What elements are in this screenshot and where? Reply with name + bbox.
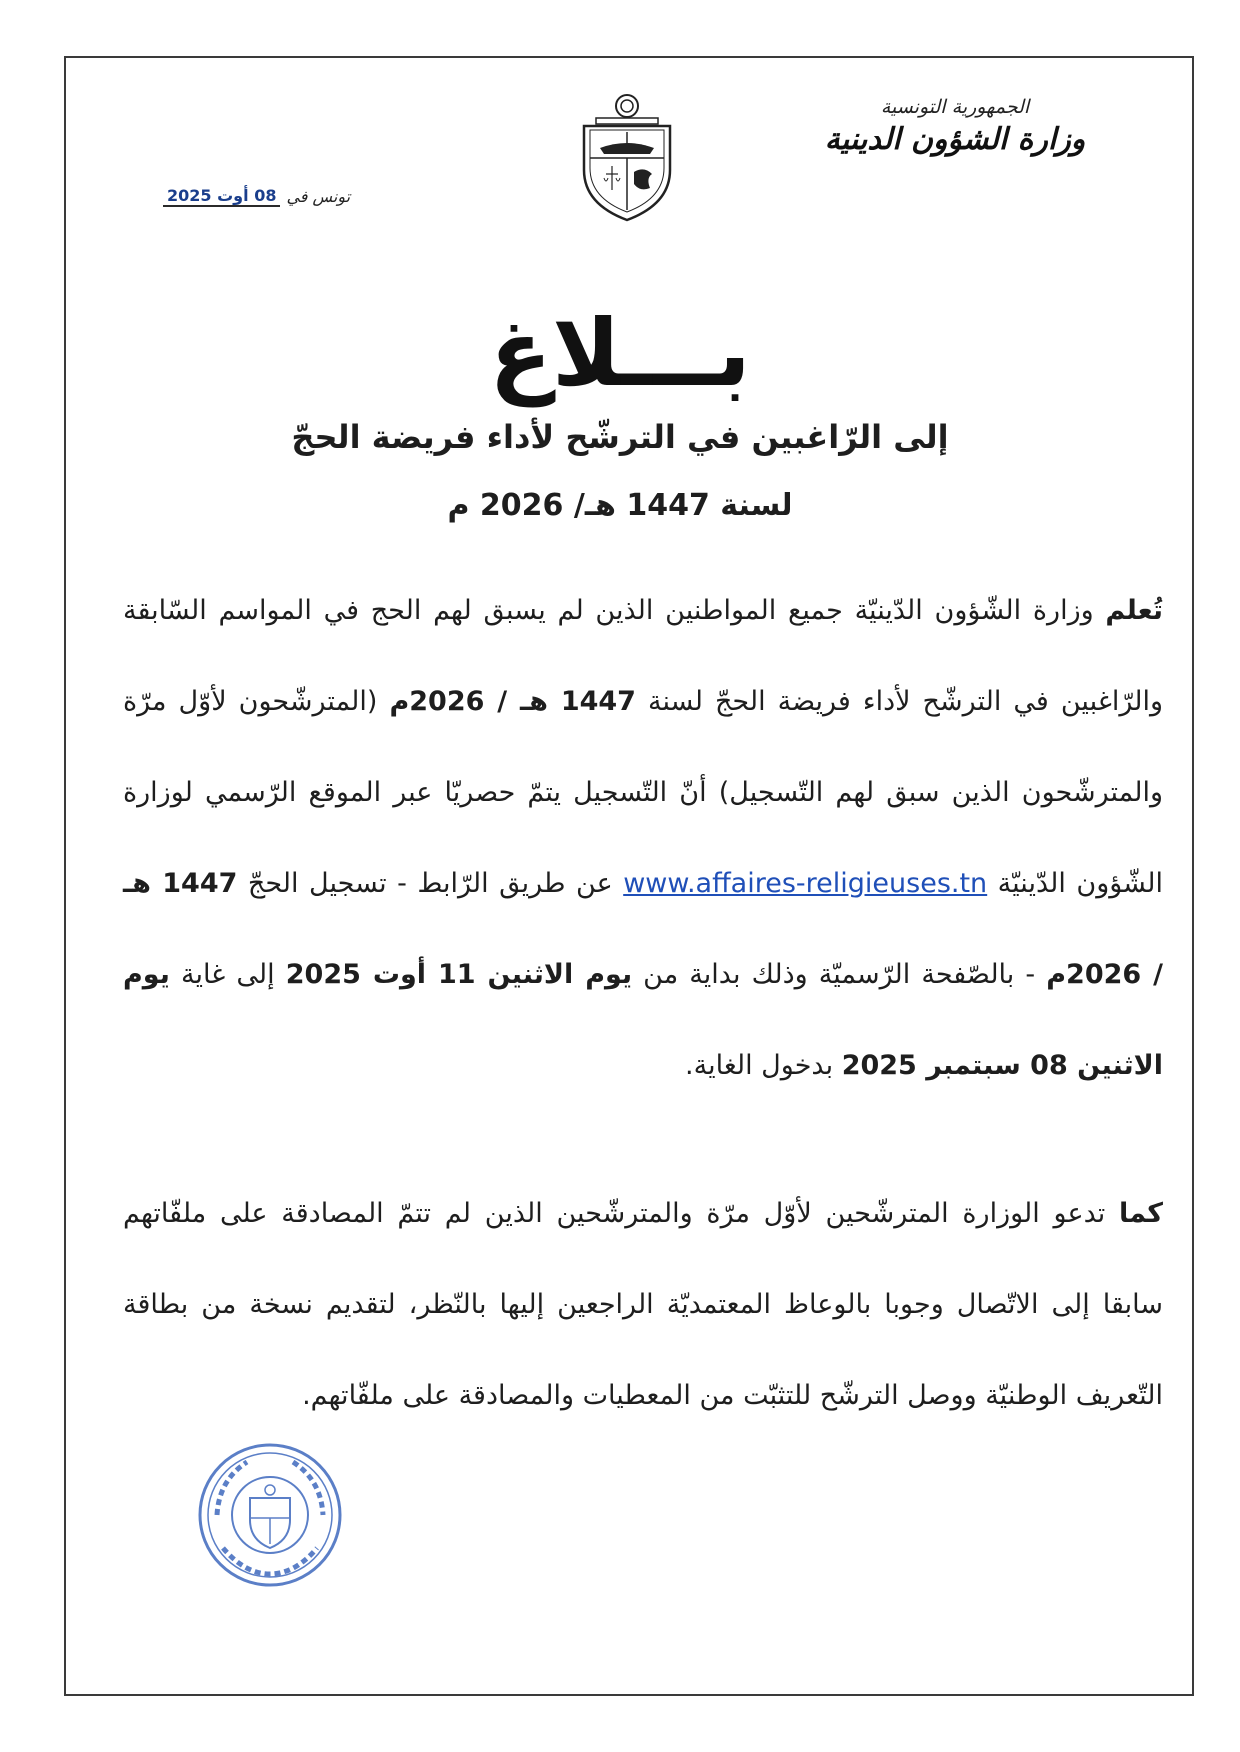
paragraph-1-text-b: (المترشّحون لأوّل مرّة والمترشّحون الذين سبق لهم التّسجيل) أنّ التّسجيل يتمّ حصريّا عبر الموقع الرّسمي لوزارة الشّؤون الدّينيّة — [123, 686, 1163, 899]
paragraph-2-lead: كما — [1119, 1198, 1163, 1229]
page-title: بـــلاغ — [489, 300, 751, 407]
paragraph-1-lead: تُعلم — [1105, 595, 1163, 626]
paragraph-1-text-c: عن طريق الرّابط - تسجيل الحجّ — [237, 868, 624, 899]
paragraph-2-text: تدعو الوزارة المترشّحين لأوّل مرّة والمترشّحين الذين لم تتمّ المصادقة على ملفّاتهم سابقا إلى الاتّصال وجوبا بالوعاظ المعتمديّة الراجعين إليها بالنّظر، لتقديم نسخة من بطاقة التّعريف الوطنيّة ووصل الترشّح للتثبّت من المعطيات والمصادقة على ملفّاتهم. — [123, 1198, 1163, 1411]
republic-name: الجمهورية التونسية — [880, 96, 1030, 118]
start-date: يوم الاثنين 11 أوت 2025 — [285, 959, 633, 990]
date-line — [163, 186, 350, 207]
date-value: 08 أوت 2025 — [163, 186, 280, 207]
registration-link[interactable]: www.affaires-religieuses.tn — [623, 868, 988, 899]
paragraph-1-text-e: إلى غاية — [169, 959, 286, 990]
official-stamp-icon — [195, 1440, 345, 1590]
paragraph-1-text-d: - بالصّفحة الرّسميّة وذلك بداية من — [632, 959, 1047, 990]
season-year: لسنة 1447 هـ/ 2026 م — [447, 488, 793, 523]
ministry-name: وزارة الشؤون الدينية — [824, 122, 1086, 157]
paragraph-2 — [123, 1168, 1163, 1441]
end-date: يوم الاثنين 08 سبتمبر 2025 — [123, 959, 1163, 1081]
letterhead — [805, 96, 1105, 157]
date-place: تونس في — [286, 187, 351, 206]
paragraph-1-year-2: 1447 هـ / 2026م — [123, 868, 1163, 990]
coat-of-arms-icon — [576, 92, 678, 222]
page-subtitle: إلى الرّاغبين في الترشّح لأداء فريضة الحجّ — [291, 418, 949, 456]
paragraph-1 — [123, 565, 1163, 1111]
paragraph-1-text-f: بدخول الغاية. — [685, 1050, 842, 1081]
paragraph-1-text-a: وزارة الشّؤون الدّينيّة جميع المواطنين الذين لم يسبق لهم الحج في المواسم السّابقة والرّاغبين في الترشّح لأداء فريضة الحجّ لسنة — [123, 595, 1164, 717]
paragraph-1-year: 1447 هـ / 2026م — [389, 686, 636, 717]
